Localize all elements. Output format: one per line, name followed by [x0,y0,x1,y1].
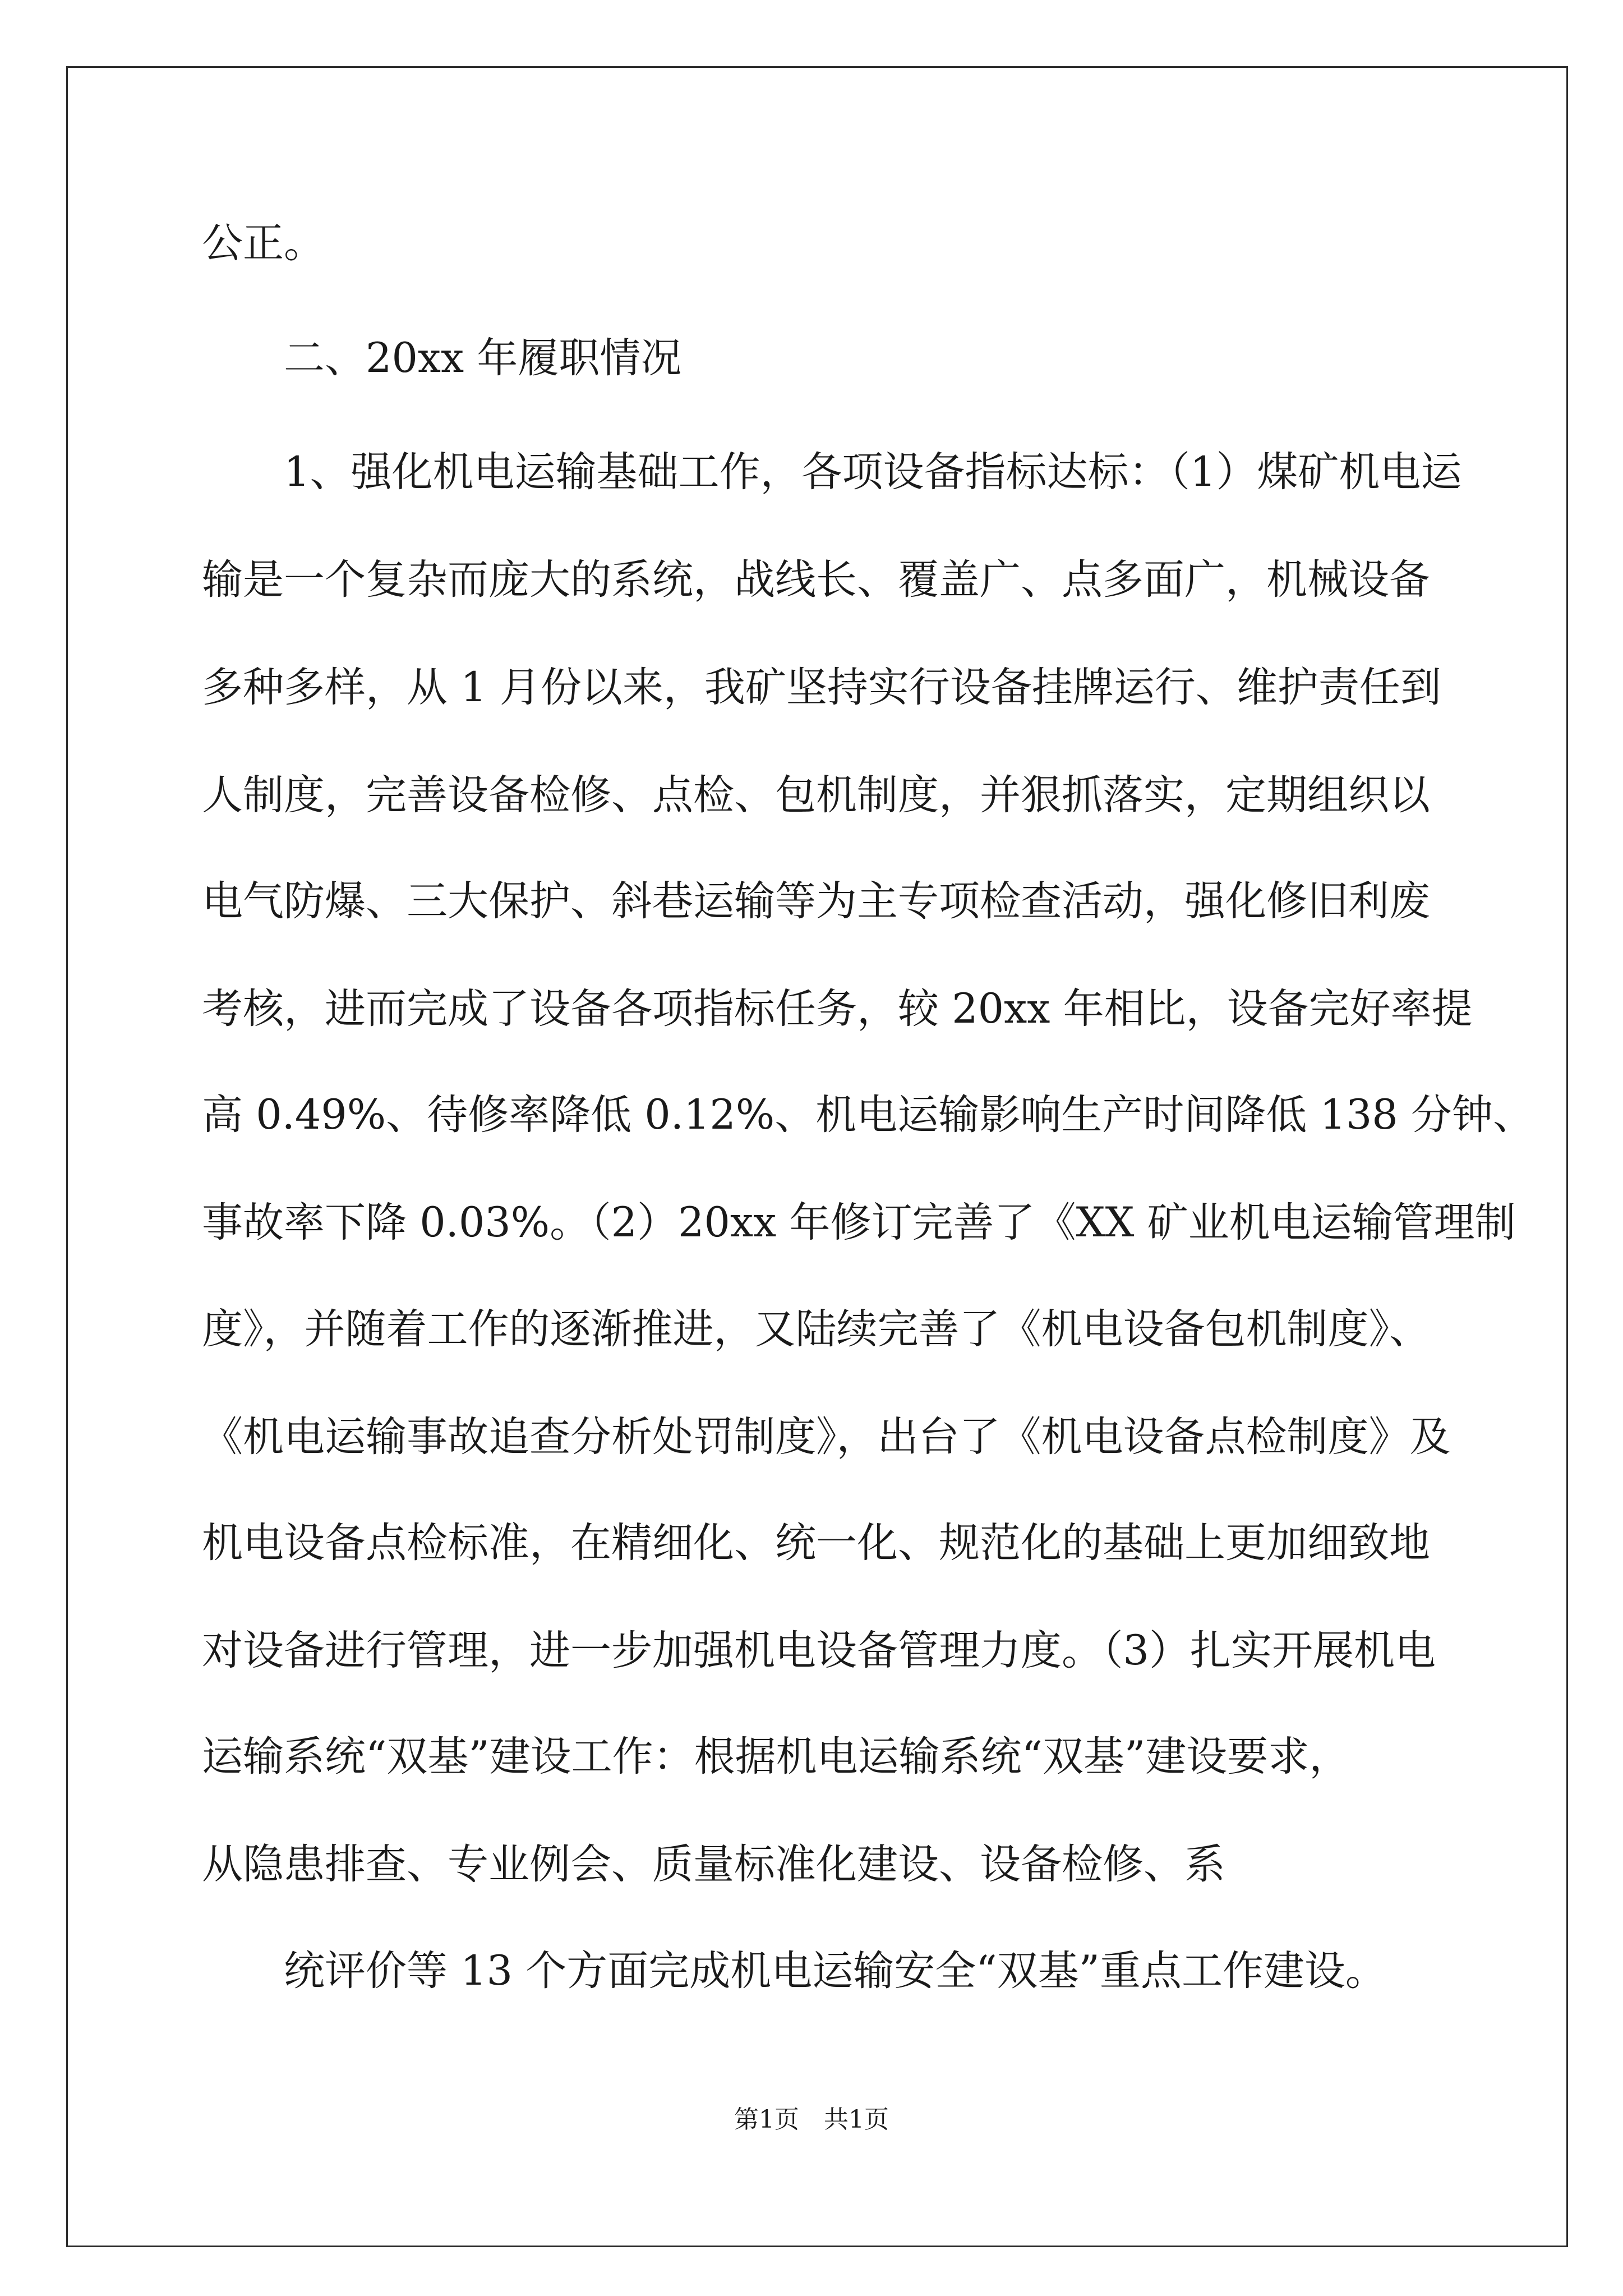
page-border [66,66,1568,2247]
text-line: 多种多样，从 1 月份以来，我矿坚持实行设备挂牌运行、维护责任到 [202,664,1441,711]
text-line: 高 0.49%、待修率降低 0.12%、机电运输影响生产时间降低 138 分钟、 [202,1091,1534,1139]
text-line: 从隐患排查、专业例会、质量标准化建设、设备检修、系 [202,1841,1225,1888]
text-line: 对设备进行管理，进一步加强机电设备管理力度。（3）扎实开展机电 [202,1627,1436,1674]
text-line: 公正。 [202,219,325,267]
text-line: 电气防爆、三大保护、斜巷运输等为主专项检查活动，强化修旧利废 [202,877,1430,925]
text-line: 1、强化机电运输基础工作，各项设备指标达标：（1）煤矿机电运 [284,448,1462,496]
text-line: 人制度，完善设备检修、点检、包机制度，并狠抓落实，定期组织以 [202,771,1430,819]
section-heading: 二、20xx 年履职情况 [284,334,682,382]
text-line: 考核，进而完成了设备各项指标任务，较 20xx 年相比，设备完好率提 [202,985,1473,1033]
page-footer: 第1页 共1页 [734,2105,889,2134]
text-line: 输是一个复杂而庞大的系统，战线长、覆盖广、点多面广，机械设备 [202,556,1430,604]
text-line: 统评价等 13 个方面完成机电运输安全“双基”重点工作建设。 [284,1947,1386,1995]
text-line: 运输系统“双基”建设工作：根据机电运输系统“双基”建设要求， [202,1733,1350,1780]
text-line: 《机电运输事故追查分析处罚制度》，出台了《机电设备点检制度》及 [202,1413,1451,1461]
text-line: 度》，并随着工作的逐渐推进，又陆续完善了《机电设备包机制度》、 [202,1305,1430,1353]
text-line: 机电设备点检标准，在精细化、统一化、规范化的基础上更加细致地 [202,1519,1430,1567]
text-line: 事故率下降 0.03%。（2）20xx 年修订完善了《XX 矿业机电运输管理制 [202,1199,1516,1246]
